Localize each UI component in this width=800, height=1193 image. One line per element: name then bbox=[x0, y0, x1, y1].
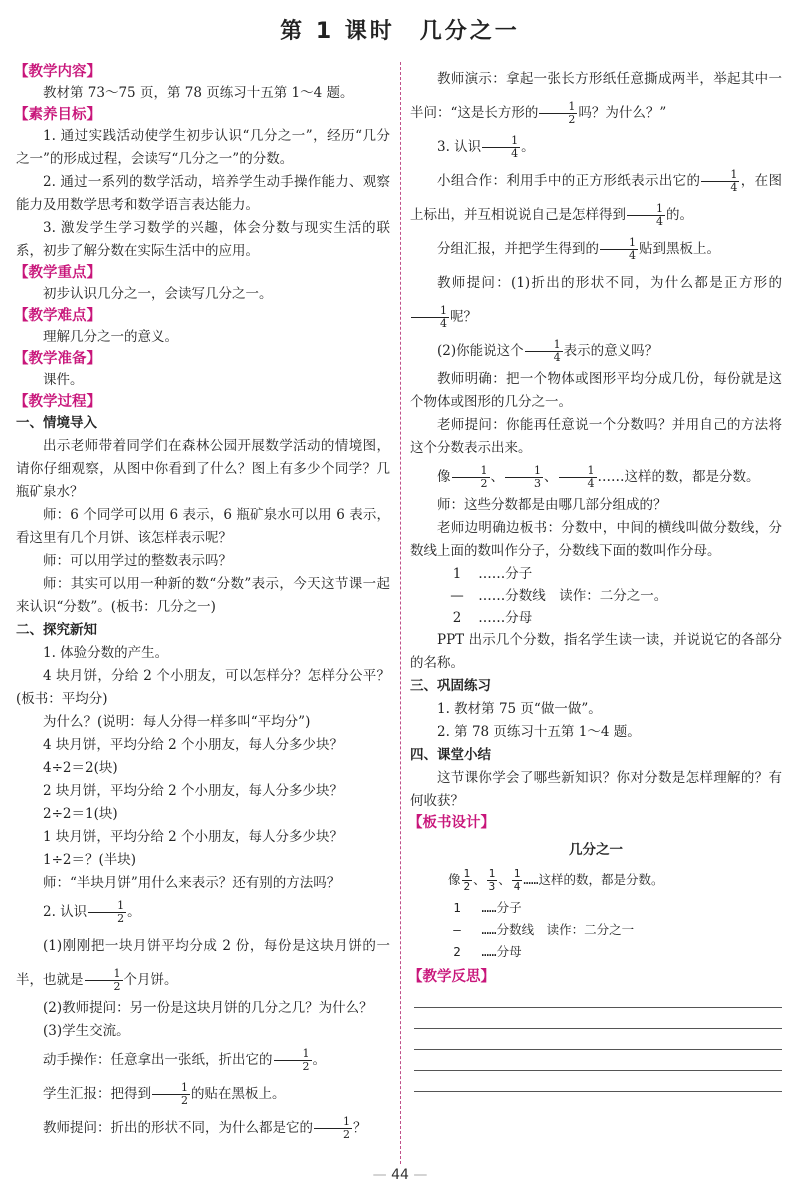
text-part: 教师提问：(1)折出的形状不同，为什么都是正方形的 bbox=[437, 275, 782, 291]
board-bar bbox=[410, 919, 782, 941]
section-tag-goals: 【素养目标】 bbox=[14, 107, 101, 123]
s2-paragraph-1 bbox=[16, 929, 390, 997]
s2-line-4: 4÷2＝2(块) bbox=[43, 760, 118, 776]
text-part: 像 bbox=[448, 872, 461, 887]
fraction-part-diagram-bar bbox=[410, 585, 782, 607]
text-part: 像 bbox=[437, 469, 451, 485]
prep-text: 课件。 bbox=[43, 372, 84, 388]
r-paragraph-4 bbox=[410, 232, 782, 266]
denominator: 2 bbox=[343, 1128, 350, 1141]
fraction-quarter bbox=[482, 135, 520, 160]
s4-paragraph: 这节课你学会了哪些新知识？你对分数是怎样理解的？有何收获？ bbox=[410, 770, 782, 809]
numerator: 1 bbox=[505, 465, 543, 478]
text-part: 动手操作：任意拿出一张纸，折出它的 bbox=[43, 1052, 273, 1068]
fraction-quarter bbox=[600, 237, 638, 262]
key-text: 初步认识几分之一，会读写几分之一。 bbox=[43, 286, 273, 302]
numerator: 1 bbox=[88, 900, 126, 913]
r-paragraph-5 bbox=[410, 266, 782, 334]
r-paragraph-7: 教师明确：把一个物体或图形平均分成几份，每份就是这个物体或图形的几分之一。 bbox=[410, 371, 782, 410]
fraction-part-diagram-denominator bbox=[410, 607, 782, 629]
text-part: 分组汇报，并把学生得到的 bbox=[437, 241, 599, 257]
s1-paragraph-3: 师：可以用学过的整数表示吗？ bbox=[43, 553, 232, 569]
right-column bbox=[410, 62, 782, 1092]
section-tag-process: 【教学过程】 bbox=[14, 394, 101, 410]
r-paragraph-10: 师：这些分数都是由哪几部分组成的？ bbox=[437, 497, 667, 513]
fraction-half bbox=[539, 101, 577, 126]
text-part: 的。 bbox=[666, 207, 693, 223]
text-part: 呢？ bbox=[450, 309, 477, 325]
denominator: 3 bbox=[488, 880, 496, 893]
numerator: 1 bbox=[627, 203, 665, 216]
fraction-half bbox=[274, 1048, 312, 1073]
text-part: 吗？为什么？” bbox=[578, 105, 667, 121]
writing-line bbox=[414, 1050, 782, 1071]
goal-1: 1. 通过实践活动使学生初步认识“几分之一”，经历“几分之一”的形成过程，会读写“几分之一”的分数。 bbox=[16, 128, 390, 167]
s1-paragraph-2: 师：6 个同学可以用 6 表示，6 瓶矿泉水可以用 6 表示，看这里有几个月饼、该怎样表示呢？ bbox=[16, 507, 390, 546]
board-label: ……分数线 读作：二分之一 bbox=[481, 922, 635, 937]
denominator: 4 bbox=[656, 215, 663, 228]
fraction-quarter bbox=[525, 339, 563, 364]
text-part: 表示的意义吗？ bbox=[563, 343, 659, 359]
s2-line-3: 4 块月饼，平均分给 2 个小朋友，每人分多少块？ bbox=[43, 737, 344, 753]
fraction-quarter bbox=[512, 868, 523, 893]
section-heading-3: 三、巩固练习 bbox=[410, 678, 491, 694]
text-part: ？ bbox=[353, 1120, 367, 1136]
board-title: 几分之一 bbox=[569, 842, 623, 858]
r-paragraph-6 bbox=[410, 334, 782, 368]
text-part: 。 bbox=[521, 139, 535, 155]
denominator: 2 bbox=[568, 113, 576, 126]
text-part: 教师提问：折出的形状不同，为什么都是它的 bbox=[43, 1120, 313, 1136]
s2-line-7: 1 块月饼，平均分给 2 个小朋友，每人分多少块？ bbox=[43, 829, 344, 845]
diagram-bar: — bbox=[450, 588, 464, 604]
diagram-den: 2 bbox=[452, 610, 462, 626]
fraction-quarter bbox=[701, 169, 739, 194]
left-column bbox=[16, 62, 390, 1145]
writing-line bbox=[414, 987, 782, 1008]
s1-paragraph-4: 师：其实可以用一种新的数“分数”表示，今天这节课一起来认识“分数”。(板书：几分之一) bbox=[16, 576, 390, 615]
diagram-num: 1 bbox=[452, 566, 462, 582]
denominator: 4 bbox=[440, 317, 447, 330]
board-line-1: 像 $\frac{1}{2}$ 、 $\frac{1}{3}$ 、 $\frac{1}{4}$ ……这样的数，都是分数。 bbox=[448, 867, 664, 893]
numerator: 1 bbox=[600, 237, 638, 250]
diagram-label: ……分母 bbox=[478, 610, 533, 626]
board-fraction-bar: — bbox=[453, 922, 461, 937]
fraction-half bbox=[452, 465, 490, 490]
writing-line bbox=[414, 1029, 782, 1050]
r-paragraph-11: 老师边明确边板书：分数中，中间的横线叫做分数线，分数线上面的数叫作分子，分数线下面的数叫作分母。 bbox=[410, 520, 782, 559]
text-part: 。 bbox=[127, 904, 141, 920]
numerator: 1 bbox=[314, 1116, 352, 1129]
numerator: 1 bbox=[488, 867, 496, 880]
fraction-quarter bbox=[411, 305, 449, 330]
numerator: 1 bbox=[85, 968, 123, 981]
numerator: 1 bbox=[452, 465, 490, 478]
s2-paragraph-5 bbox=[16, 1077, 390, 1111]
text-part: 的贴在黑板上。 bbox=[191, 1086, 286, 1102]
writing-line bbox=[414, 1071, 782, 1092]
r-paragraph-8: 老师提问：你能再任意说一个分数吗？并用自己的方法将这个分数表示出来。 bbox=[410, 417, 782, 456]
board-den: 2 bbox=[453, 944, 461, 959]
fraction-part-diagram-numerator bbox=[410, 563, 782, 585]
reflection-writing-area[interactable] bbox=[410, 987, 782, 1092]
section-tag-difficulty: 【教学难点】 bbox=[14, 308, 101, 324]
numerator: 1 bbox=[525, 339, 563, 352]
board-label: ……分母 bbox=[481, 944, 522, 959]
fraction-half bbox=[462, 868, 473, 893]
text-part: 教师演示：拿起一张长方形纸任意撕成两半，举起其中一半问：“这是长方形的 bbox=[410, 71, 782, 121]
page-title: 第 1 课时 几分之一 bbox=[280, 19, 520, 44]
r-paragraph-3 bbox=[410, 164, 782, 232]
fraction-third bbox=[487, 868, 498, 893]
diagram-label: ……分子 bbox=[478, 566, 533, 582]
goal-2: 2. 通过一系列的数学活动，培养学生动手操作能力、观察能力及用数学思考和数学语言表达能力。 bbox=[16, 174, 390, 213]
column-divider bbox=[400, 62, 401, 1164]
denominator: 2 bbox=[181, 1094, 188, 1107]
fraction-half bbox=[88, 900, 126, 925]
denominator: 4 bbox=[730, 181, 738, 194]
numerator: 1 bbox=[152, 1082, 190, 1095]
denominator: 4 bbox=[553, 351, 561, 364]
s2-paragraph-4 bbox=[16, 1043, 390, 1077]
goal-3: 3. 激发学生学习数学的兴趣，体会分数与现实生活的联系，初步了解分数在实际生活中的应用。 bbox=[16, 220, 390, 259]
fraction-third bbox=[505, 465, 543, 490]
text-part: 。 bbox=[312, 1052, 326, 1068]
board-label: ……分子 bbox=[481, 900, 522, 915]
s2-line-1: 4 块月饼，分给 2 个小朋友，可以怎样分？怎样分公平？(板书：平均分) bbox=[16, 668, 390, 707]
section-tag-board: 【板书设计】 bbox=[408, 815, 495, 831]
fraction-half bbox=[314, 1116, 352, 1141]
s2-step-2 bbox=[16, 895, 390, 929]
text-part: 3. 认识 bbox=[437, 139, 482, 155]
fraction-half bbox=[152, 1082, 190, 1107]
diagram-label: ……分数线 读作：二分之一。 bbox=[478, 588, 668, 604]
writing-line bbox=[414, 1008, 782, 1029]
denominator: 2 bbox=[113, 980, 121, 993]
text-part: 2. 认识 bbox=[43, 904, 88, 920]
section-tag-content: 【教学内容】 bbox=[14, 64, 101, 80]
s3-item-1: 1. 教材第 75 页“做一做”。 bbox=[437, 701, 602, 717]
r-paragraph-12: PPT 出示几个分数，指名学生读一读，并说说它的各部分的名称。 bbox=[410, 632, 782, 671]
denominator: 2 bbox=[463, 880, 471, 893]
numerator: 1 bbox=[559, 465, 597, 478]
denominator: 2 bbox=[117, 912, 125, 925]
numerator: 1 bbox=[463, 867, 471, 880]
section-tag-key: 【教学重点】 bbox=[14, 265, 101, 281]
denominator: 2 bbox=[480, 477, 488, 490]
board-denominator bbox=[410, 941, 782, 963]
section-tag-reflection: 【教学反思】 bbox=[408, 969, 495, 985]
difficulty-text: 理解几分之一的意义。 bbox=[43, 329, 178, 345]
numerator: 1 bbox=[513, 867, 521, 880]
s2-line-5: 2 块月饼，平均分给 2 个小朋友，每人分多少块？ bbox=[43, 783, 344, 799]
denominator: 4 bbox=[513, 880, 521, 893]
text-part: 小组合作：利用手中的正方形纸表示出它的 bbox=[437, 173, 701, 189]
s2-step-1: 1. 体验分数的产生。 bbox=[43, 645, 169, 661]
text-part: 学生汇报：把得到 bbox=[43, 1086, 151, 1102]
s2-line-6: 2÷2＝1(块) bbox=[43, 806, 118, 822]
text-part: 贴到黑板上。 bbox=[639, 241, 720, 257]
text-part: (1)刚刚把一块月饼平均分成 2 份，每份是这块月饼的一半，也就是 bbox=[16, 938, 390, 988]
text-part: ……这样的数，都是分数。 bbox=[523, 872, 664, 887]
s2-paragraph-2: (2)教师提问：另一份是这块月饼的几分之几？为什么？ bbox=[43, 1000, 373, 1016]
board-numerator bbox=[410, 897, 782, 919]
text-part: ，在图上标出，并互相说说自己是怎样得到 bbox=[410, 173, 783, 223]
text-part: 个月饼。 bbox=[123, 972, 178, 988]
numerator: 1 bbox=[411, 305, 449, 318]
s3-item-2: 2. 第 78 页练习十五第 1～4 题。 bbox=[437, 724, 641, 740]
r-paragraph-1 bbox=[410, 62, 782, 130]
section-tag-prep: 【教学准备】 bbox=[14, 351, 101, 367]
fraction-half bbox=[85, 968, 123, 993]
section-heading-4: 四、课堂小结 bbox=[410, 747, 491, 763]
s2-line-2: 为什么？(说明：每人分得一样多叫“平均分”) bbox=[43, 714, 311, 730]
numerator: 1 bbox=[274, 1048, 312, 1061]
text-part: ……这样的数，都是分数。 bbox=[597, 469, 760, 485]
page-number: — 44 — bbox=[0, 1167, 800, 1183]
s1-paragraph-1: 出示老师带着同学们在森林公园开展数学活动的情境图，请你仔细观察，从图中你看到了什么？图上有多少个同学？几瓶矿泉水？ bbox=[16, 438, 390, 500]
r-step-3 bbox=[410, 130, 782, 164]
board-num: 1 bbox=[453, 900, 461, 915]
s2-line-9: 师：“半块月饼”用什么来表示？还有别的方法吗？ bbox=[43, 875, 341, 891]
section-heading-2: 二、探究新知 bbox=[16, 622, 97, 638]
denominator: 4 bbox=[511, 147, 519, 160]
numerator: 1 bbox=[701, 169, 739, 182]
s2-paragraph-3: (3)学生交流。 bbox=[43, 1023, 130, 1039]
text-part: (2)你能说这个 bbox=[437, 343, 524, 359]
numerator: 1 bbox=[482, 135, 520, 148]
s2-paragraph-6 bbox=[16, 1111, 390, 1145]
content-text: 教材第 73～75 页，第 78 页练习十五第 1～4 题。 bbox=[43, 85, 354, 101]
r-paragraph-9: 像 $\frac{1}{2}$ 、 $\frac{1}{3}$ 、 $\frac{1}{4}$ ……这样的数，都是分数。 bbox=[437, 464, 760, 490]
section-heading-1: 一、情境导入 bbox=[16, 415, 97, 431]
denominator: 4 bbox=[629, 249, 636, 262]
denominator: 4 bbox=[587, 477, 595, 490]
fraction-quarter bbox=[559, 465, 597, 490]
s2-line-8: 1÷2＝？(半块) bbox=[43, 852, 137, 868]
denominator: 2 bbox=[302, 1060, 310, 1073]
fraction-quarter bbox=[627, 203, 665, 228]
denominator: 3 bbox=[534, 477, 541, 490]
numerator: 1 bbox=[539, 101, 577, 114]
